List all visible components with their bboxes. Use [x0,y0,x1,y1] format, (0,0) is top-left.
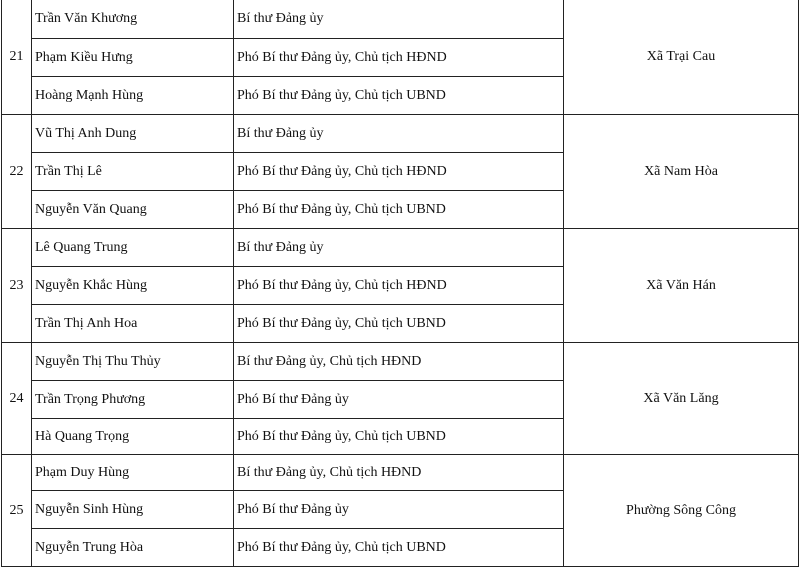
official-position: Phó Bí thư Đảng ủy [234,491,564,529]
official-name: Phạm Duy Hùng [32,455,234,491]
administrative-unit: Xã Trại Cau [564,0,799,115]
official-position: Phó Bí thư Đảng ủy, Chủ tịch UBND [234,529,564,567]
official-name: Hoàng Mạnh Hùng [32,77,234,115]
administrative-unit: Xã Nam Hòa [564,115,799,229]
official-name: Lê Quang Trung [32,229,234,267]
administrative-unit: Phường Sông Công [564,455,799,567]
official-name: Phạm Kiều Hưng [32,39,234,77]
administrative-unit: Xã Văn Lăng [564,343,799,455]
official-position: Bí thư Đảng ủy, Chủ tịch HĐND [234,455,564,491]
official-name: Trần Thị Lê [32,153,234,191]
official-position: Phó Bí thư Đảng ủy [234,381,564,419]
group-number: 25 [2,455,32,567]
official-name: Vũ Thị Anh Dung [32,115,234,153]
table-row [2,455,799,491]
official-position: Phó Bí thư Đảng ủy, Chủ tịch HĐND [234,267,564,305]
official-position: Phó Bí thư Đảng ủy, Chủ tịch UBND [234,191,564,229]
group-number: 24 [2,343,32,455]
administrative-unit: Xã Văn Hán [564,229,799,343]
group-number: 21 [2,0,32,115]
table-row [2,115,799,153]
official-position: Phó Bí thư Đảng ủy, Chủ tịch HĐND [234,153,564,191]
official-position: Phó Bí thư Đảng ủy, Chủ tịch UBND [234,77,564,115]
table-row [2,0,799,39]
table-row [2,229,799,267]
official-name: Trần Thị Anh Hoa [32,305,234,343]
group-number: 23 [2,229,32,343]
official-name: Trần Trọng Phương [32,381,234,419]
official-position: Phó Bí thư Đảng ủy, Chủ tịch UBND [234,419,564,455]
table-row [2,343,799,381]
official-name: Nguyễn Trung Hòa [32,529,234,567]
official-position: Bí thư Đảng ủy [234,0,564,39]
official-name: Nguyễn Khắc Hùng [32,267,234,305]
official-name: Hà Quang Trọng [32,419,234,455]
official-position: Phó Bí thư Đảng ủy, Chủ tịch UBND [234,305,564,343]
group-number: 22 [2,115,32,229]
official-position: Bí thư Đảng ủy [234,229,564,267]
official-position: Bí thư Đảng ủy [234,115,564,153]
official-name: Nguyễn Văn Quang [32,191,234,229]
official-name: Nguyễn Sinh Hùng [32,491,234,529]
official-name: Nguyễn Thị Thu Thủy [32,343,234,381]
officials-table [1,0,799,567]
official-position: Phó Bí thư Đảng ủy, Chủ tịch HĐND [234,39,564,77]
official-position: Bí thư Đảng ủy, Chủ tịch HĐND [234,343,564,381]
official-name: Trần Văn Khương [32,0,234,39]
